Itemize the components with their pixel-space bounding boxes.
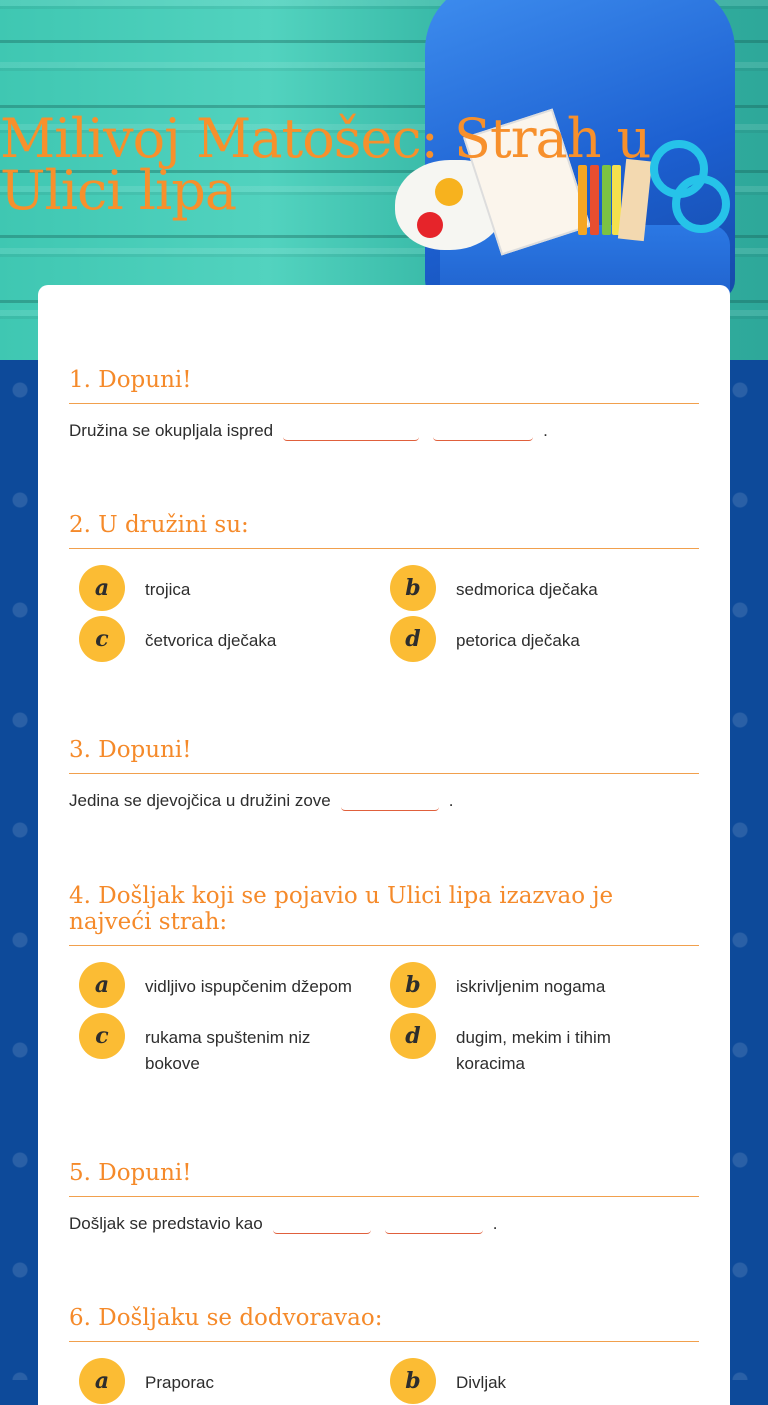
option-letter-badge: c [79,616,125,662]
page-title: Milivoj Matošec: Strah u Ulici lipa [0,107,651,222]
question-title: 6. Došljaku se dodvoravao: [69,1305,699,1342]
question-4 [69,883,699,1073]
worksheet-card [38,285,730,1405]
question-title: 1. Dopuni! [69,367,699,404]
question-3: 3. Dopuni! Jedina se djevojčica u družini zove . [69,737,699,811]
option-letter-badge: c [79,1013,125,1059]
option-label: četvorica dječaka [145,631,277,650]
option-label: petorica dječaka [456,631,580,650]
option-b[interactable] [390,1358,690,1404]
option-letter-badge: b [390,1358,436,1404]
question-text: Došljak se predstavio kao [69,1214,263,1233]
option-a[interactable] [79,962,379,1008]
question-title: 5. Dopuni! [69,1160,699,1197]
option-letter-badge: d [390,616,436,662]
option-label: Praporac [145,1373,214,1392]
option-letter-badge: a [79,565,125,611]
option-a[interactable] [79,1358,379,1404]
option-b[interactable] [390,565,690,611]
option-label: iskrivljenim nogama [456,977,606,996]
answer-blank-1[interactable] [273,1211,371,1234]
answer-blank-2[interactable] [385,1211,483,1234]
option-d[interactable] [390,1013,690,1077]
question-text: Družina se okupljala ispred [69,421,274,440]
option-c[interactable] [79,1013,379,1077]
option-label: rukama spuštenim niz bokove [145,1028,311,1073]
question-6 [69,1305,699,1394]
question-text: Jedina se djevojčica u družini zove [69,791,331,810]
question-title: 2. U družini su: [69,512,699,549]
option-label: vidljivo ispupčenim džepom [145,977,352,996]
option-c[interactable] [79,616,379,662]
option-letter-badge: a [79,962,125,1008]
option-b[interactable] [390,962,690,1008]
question-1: 1. Dopuni! Družina se okupljala ispred . [69,367,699,441]
answer-blank-1[interactable] [283,418,419,441]
option-a[interactable] [79,565,379,611]
option-label: sedmorica dječaka [456,580,598,599]
option-label: Divljak [456,1373,507,1392]
question-title: 4. Došljak koji se pojavio u Ulici lipa izazvao je najveći strah: [69,883,699,946]
option-label: dugim, mekim i tihim koracima [456,1028,611,1073]
option-letter-badge: a [79,1358,125,1404]
option-d[interactable] [390,616,690,662]
option-label: trojica [145,580,191,599]
question-5: 5. Dopuni! Došljak se predstavio kao . [69,1160,699,1234]
question-2 [69,512,699,652]
option-letter-badge: d [390,1013,436,1059]
answer-blank-2[interactable] [433,418,533,441]
option-letter-badge: b [390,565,436,611]
option-letter-badge: b [390,962,436,1008]
question-title: 3. Dopuni! [69,737,699,774]
answer-blank-1[interactable] [341,788,439,811]
